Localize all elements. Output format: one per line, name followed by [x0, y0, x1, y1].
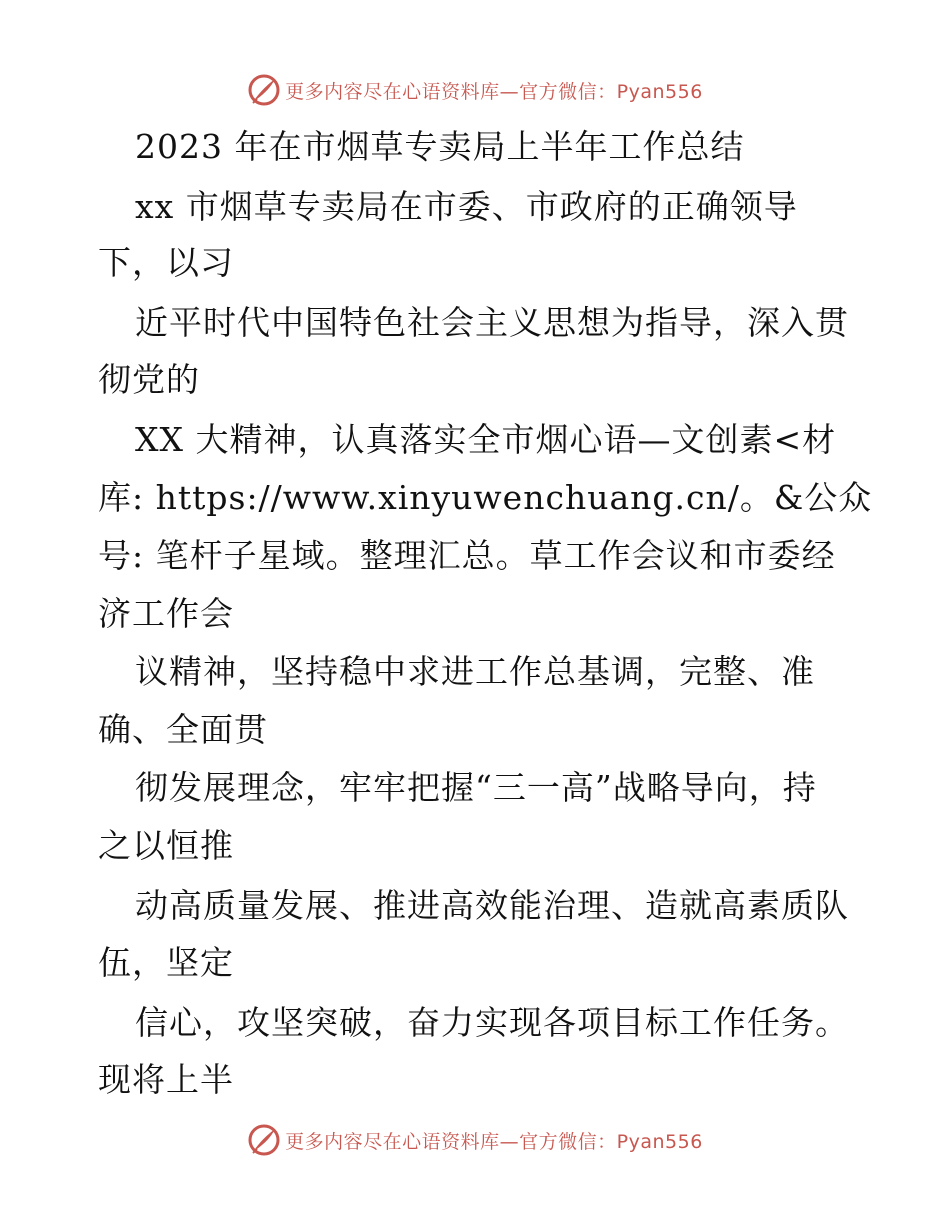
- paragraph-line: 彻发展理念，牢牢把握“三一高”战略导向，持: [135, 768, 817, 807]
- paragraph-line: 济工作会: [98, 594, 234, 633]
- paragraph-line: 议精神，坚持稳中求进工作总基调，完整、准: [135, 652, 815, 691]
- paragraph-line: 现将上半: [98, 1060, 234, 1099]
- feather-pen-logo-icon: [247, 73, 281, 107]
- paragraph-line: 号: 笔杆子星域。整理汇总。草工作会议和市委经: [98, 536, 836, 575]
- watermark-text: 更多内容尽在心语资料库—官方微信：Pyan556: [285, 80, 703, 103]
- watermark-header: [0, 70, 950, 110]
- paragraph-line: 确、全面贯: [98, 710, 268, 749]
- paragraph-line: 彻党的: [98, 360, 200, 399]
- paragraph-line: 动高质量发展、推进高效能治理、造就高素质队: [135, 886, 849, 925]
- paragraph-line: XX 大精神，认真落实全市烟心语—文创素<材: [135, 420, 837, 459]
- document-title: 2023 年在市烟草专卖局上半年工作总结: [135, 127, 745, 166]
- watermark-footer: [0, 1120, 950, 1160]
- paragraph-line: 库: https://www.xinyuwenchuang.cn/。&公众: [98, 478, 873, 517]
- paragraph-line: 下，以习: [98, 243, 234, 282]
- paragraph-line: 伍，坚定: [98, 943, 234, 982]
- paragraph-line: 信心，攻坚突破，奋力实现各项目标工作任务。: [135, 1003, 849, 1042]
- paragraph-line: xx 市烟草专卖局在市委、市政府的正确领导: [135, 187, 798, 226]
- watermark-text: 更多内容尽在心语资料库—官方微信：Pyan556: [285, 1130, 703, 1153]
- paragraph-line: 之以恒推: [98, 826, 234, 865]
- paragraph-line: 近平时代中国特色社会主义思想为指导，深入贯: [135, 303, 849, 342]
- feather-pen-logo-icon: [247, 1123, 281, 1157]
